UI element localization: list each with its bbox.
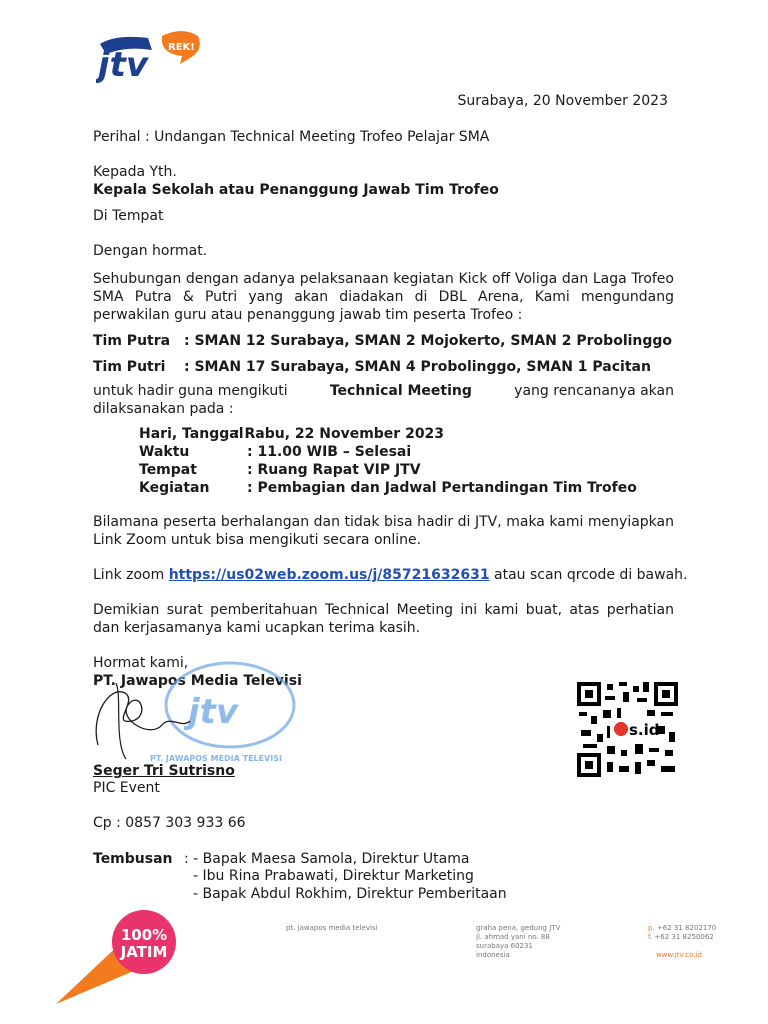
- badge-line2: JATIM: [120, 943, 168, 961]
- footer-web[interactable]: www.jtv.co.id: [656, 951, 702, 959]
- cc-label: Tembusan: [93, 851, 173, 867]
- fax-label: f.: [648, 933, 653, 941]
- team-putri-value: : SMAN 17 Surabaya, SMAN 4 Probolinggo, SMAN 1 Pacitan: [184, 359, 651, 375]
- schedule-activity-value: : Pembagian dan Jadwal Pertandingan Tim Trofeo: [247, 480, 637, 496]
- cc-item: : - Bapak Maesa Samola, Direktur Utama: [184, 851, 470, 867]
- invite-bold: Technical Meeting: [329, 383, 472, 399]
- zoom-link[interactable]: https://us02web.zoom.us/j/85721632631: [168, 567, 490, 583]
- jtv-logo: [96, 28, 206, 84]
- team-putra-label: Tim Putra: [93, 333, 171, 349]
- phone: +62 31 8202170: [656, 924, 717, 932]
- qr-badge: s.id: [629, 721, 660, 739]
- stamp-signature: [70, 655, 310, 775]
- invite-line: [93, 382, 674, 400]
- signer-role: PIC Event: [93, 780, 160, 796]
- phone-label: p.: [648, 924, 655, 932]
- regards: Hormat kami,: [93, 655, 189, 671]
- greeting: Dengan hormat.: [93, 243, 208, 259]
- team-putra-value: : SMAN 12 Surabaya, SMAN 2 Mojokerto, SMAN 2 Probolinggo: [184, 333, 673, 349]
- footer-address: [476, 924, 560, 960]
- footer-company: pt. jawapos media televisi: [286, 924, 378, 932]
- invite-post: yang rencananya akan: [514, 383, 674, 399]
- company-name: PT. Jawapos Media Televisi: [93, 673, 302, 689]
- footer-100-jatim-badge: [56, 910, 176, 1004]
- absent-note: Bilamana peserta berhalangan dan tidak bisa hadir di JTV, maka kami menyiapkan Link Zoom untuk bisa mengikuti secara online.: [93, 514, 674, 548]
- address-line: graha pena, gedung JTV: [476, 924, 561, 932]
- contact: Cp : 0857 303 933 66: [93, 815, 246, 831]
- schedule-time-label: Waktu: [139, 444, 190, 460]
- stamp-text: PT. JAWAPOS MEDIA TELEVISI: [150, 754, 283, 763]
- address-line: indonesia: [476, 951, 510, 959]
- schedule-activity-label: Kegiatan: [139, 480, 210, 496]
- svg-text:jtv: jtv: [188, 692, 239, 732]
- place-date: Surabaya, 20 November 2023: [457, 93, 668, 109]
- logo-badge: REK!: [168, 42, 195, 53]
- zoom-post: atau scan qrcode di bawah.: [494, 567, 688, 583]
- badge-line1: 100%: [120, 926, 168, 944]
- zoom-line: [93, 566, 687, 584]
- schedule-place-label: Tempat: [139, 462, 197, 478]
- zoom-pre: Link zoom: [93, 567, 165, 583]
- schedule-place-value: : Ruang Rapat VIP JTV: [247, 462, 421, 478]
- address-line: jl. ahmad yani no. 88: [476, 933, 550, 941]
- zoom-qr-code[interactable]: [577, 682, 678, 777]
- cc-item: - Ibu Rina Prabawati, Direktur Marketing: [193, 868, 474, 884]
- to-label: Kepada Yth.: [93, 164, 177, 180]
- schedule-date-value: : Rabu, 22 November 2023: [234, 426, 445, 442]
- invite-pre: untuk hadir guna mengikuti: [93, 383, 288, 399]
- signer-name: Seger Tri Sutrisno: [93, 763, 235, 779]
- fax: +62 31 8250062: [654, 933, 714, 941]
- intro-paragraph: Sehubungan dengan adanya pelaksanaan kegiatan Kick off Voliga dan Laga Trofeo SMA Putra & Putri yang akan diadakan di DBL Arena, Kami mengundang perwakilan guru atau penanggung jawab tim peserta Trofeo :: [93, 271, 674, 323]
- team-putri-label: Tim Putri: [93, 359, 166, 375]
- address-line: surabaya 60231: [476, 942, 533, 950]
- closing-paragraph: Demikian surat pemberitahuan Technical Meeting ini kami buat, atas perhatian dan kerjasamanya kami ucapkan terima kasih.: [93, 602, 674, 636]
- logo-text: jtv: [98, 45, 149, 84]
- schedule-date-label: Hari, Tanggal: [139, 426, 244, 442]
- footer-contact: [648, 924, 716, 942]
- cc-item: - Bapak Abdul Rokhim, Direktur Pemberitaan: [193, 886, 507, 902]
- subject: Perihal : Undangan Technical Meeting Trofeo Pelajar SMA: [93, 129, 490, 145]
- to-place: Di Tempat: [93, 208, 164, 224]
- to-name: Kepala Sekolah atau Penanggung Jawab Tim Trofeo: [93, 182, 499, 198]
- invite-line2: dilaksanakan pada :: [93, 401, 234, 417]
- schedule-time-value: : 11.00 WIB – Selesai: [247, 444, 412, 460]
